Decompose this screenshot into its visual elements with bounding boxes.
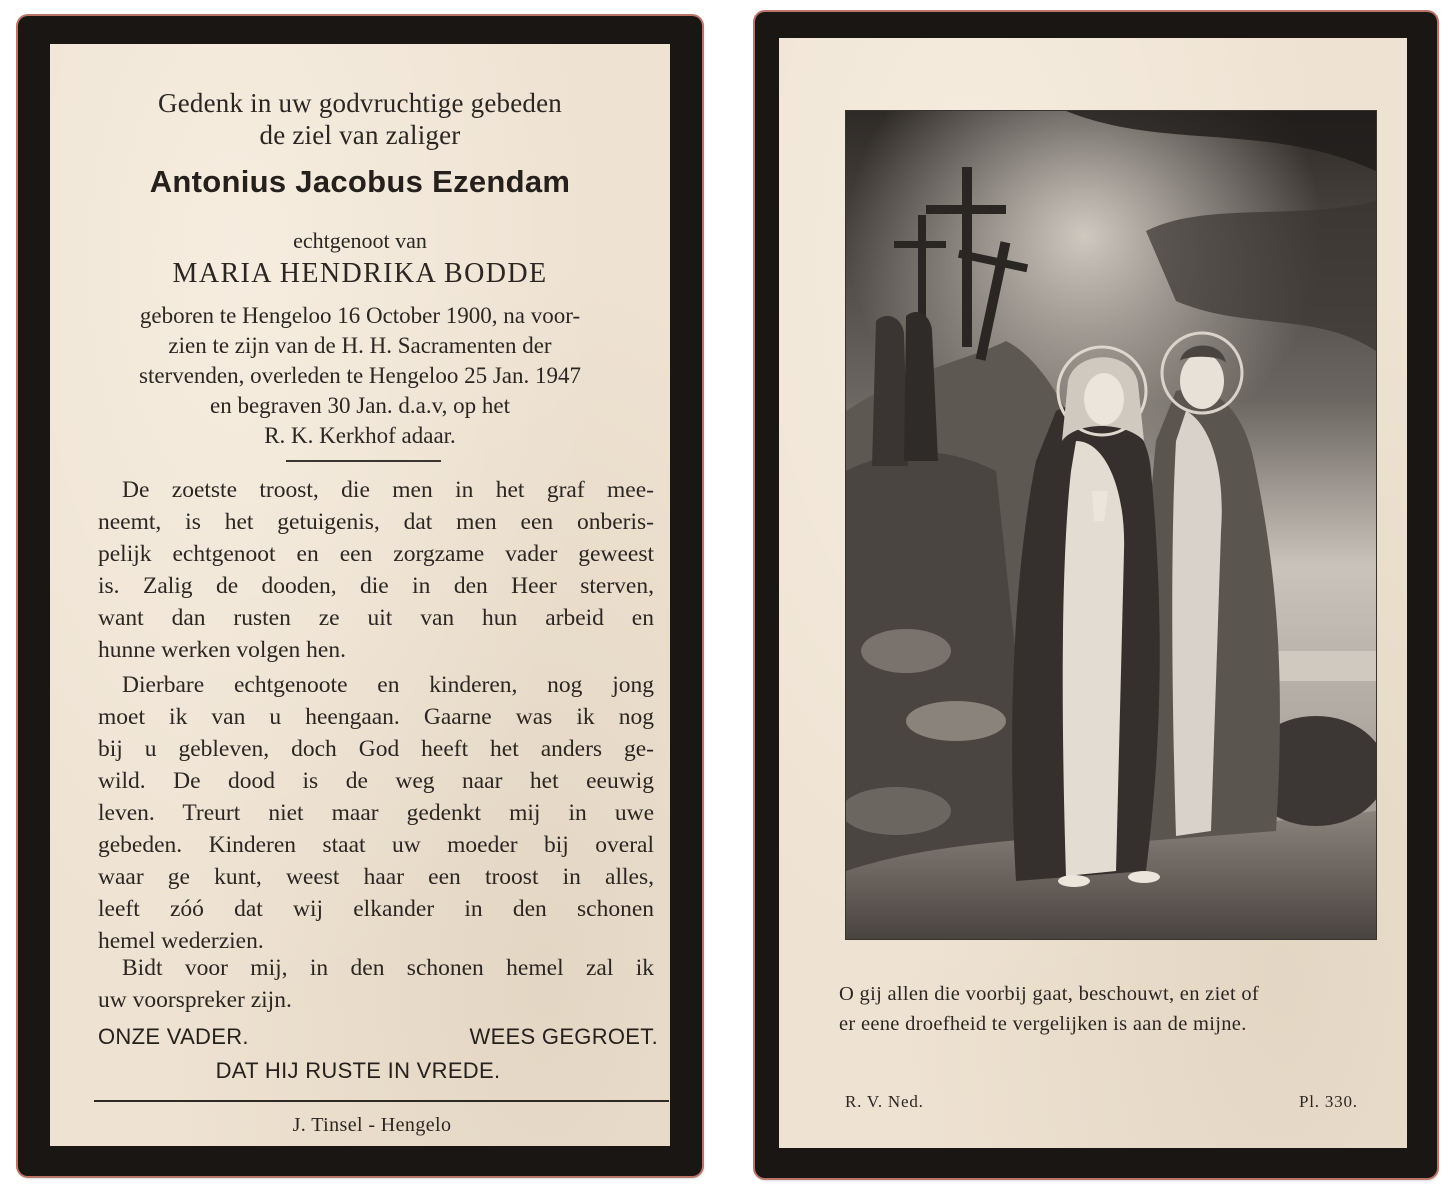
- paragraph-3: [98, 952, 654, 1016]
- publisher-mark: R. V. Ned.: [845, 1092, 924, 1111]
- memorial-card-text-side: [18, 16, 702, 1176]
- paragraph-1-line: hunne werken volgen hen.: [98, 637, 346, 663]
- paragraph-2-line: hemel wederzien.: [98, 928, 264, 954]
- verse-line-2: er eene droefheid te vergelijken is aan de mijne.: [839, 1013, 1247, 1035]
- bio-line-5: R. K. Kerkhof adaar.: [264, 423, 456, 448]
- paragraph-2-line: moet ik van u heengaan. Gaarne was ik nog: [98, 704, 654, 730]
- bio-line-4: en begraven 30 Jan. d.a.v, op het: [210, 393, 510, 418]
- paragraph-2-line: leeft zóó dat wij elkander in den schonen: [98, 896, 654, 922]
- paragraph-2-line: waar ge kunt, weest haar een troost in alles,: [98, 864, 654, 890]
- paragraph-1-line: neemt, is het getuigenis, dat men een onberis-: [98, 509, 654, 535]
- paragraph-2-line: Dierbare echtgenoote en kinderen, nog jong: [122, 672, 654, 698]
- paragraph-1-line: want dan rusten ze uit van hun arbeid en: [98, 605, 654, 631]
- paragraph-2: [98, 669, 654, 957]
- paragraph-1: [98, 474, 654, 666]
- card-paper: [50, 44, 670, 1146]
- divider-short: [286, 460, 441, 462]
- spouse-intro: echtgenoot van: [293, 228, 427, 253]
- prayer-our-father: ONZE VADER.: [98, 1024, 249, 1049]
- paragraph-1-line: De zoetste troost, die men in het graf mee-: [122, 477, 654, 503]
- paragraph-3-line: Bidt voor mij, in den schonen hemel zal ik: [122, 955, 654, 981]
- rest-in-peace: DAT HIJ RUSTE IN VREDE.: [215, 1058, 501, 1083]
- paragraph-1-line: is. Zalig de dooden, die in den Heer sterven,: [98, 573, 654, 599]
- paragraph-2-line: wild. De dood is de weg naar het eeuwig: [98, 768, 654, 794]
- printer-credit: J. Tinsel - Hengelo: [292, 1114, 452, 1136]
- paragraph-2-line: leven. Treurt niet maar gedenkt mij in uwe: [98, 800, 654, 826]
- paragraph-3-line: uw voorspreker zijn.: [98, 987, 292, 1013]
- divider-long: [94, 1100, 669, 1102]
- deceased-name: Antonius Jacobus Ezendam: [149, 164, 571, 199]
- intro-line-1: Gedenk in uw godvruchtige gebeden: [158, 88, 562, 118]
- intro-line-2: de ziel van zaliger: [259, 120, 461, 150]
- plate-number: Pl. 330.: [1299, 1092, 1358, 1111]
- memorial-card-picture-side: [755, 12, 1437, 1178]
- paragraph-1-line: pelijk echtgenoot en een zorgzame vader geweest: [98, 541, 654, 567]
- bio-line-3: stervenden, overleden te Hengeloo 25 Jan. 1947: [139, 363, 581, 388]
- prayer-hail-mary: WEES GEGROET.: [469, 1024, 658, 1049]
- spouse-name: MARIA HENDRIKA BODDE: [172, 258, 548, 289]
- bio-line-1: geboren te Hengeloo 16 October 1900, na voor-: [139, 303, 581, 328]
- mary-and-john-at-calvary-illustration: [846, 111, 1376, 939]
- card-paper: [779, 38, 1407, 1148]
- paragraph-2-line: bij u gebleven, doch God heeft het anders ge-: [98, 736, 654, 762]
- paragraph-2-line: gebeden. Kinderen staat uw moeder bij overal: [98, 832, 654, 858]
- verse-line-1: O gij allen die voorbij gaat, beschouwt, en ziet of: [839, 983, 1260, 1005]
- holy-picture: [845, 110, 1377, 940]
- bio-line-2: zien te zijn van de H. H. Sacramenten der: [168, 333, 552, 358]
